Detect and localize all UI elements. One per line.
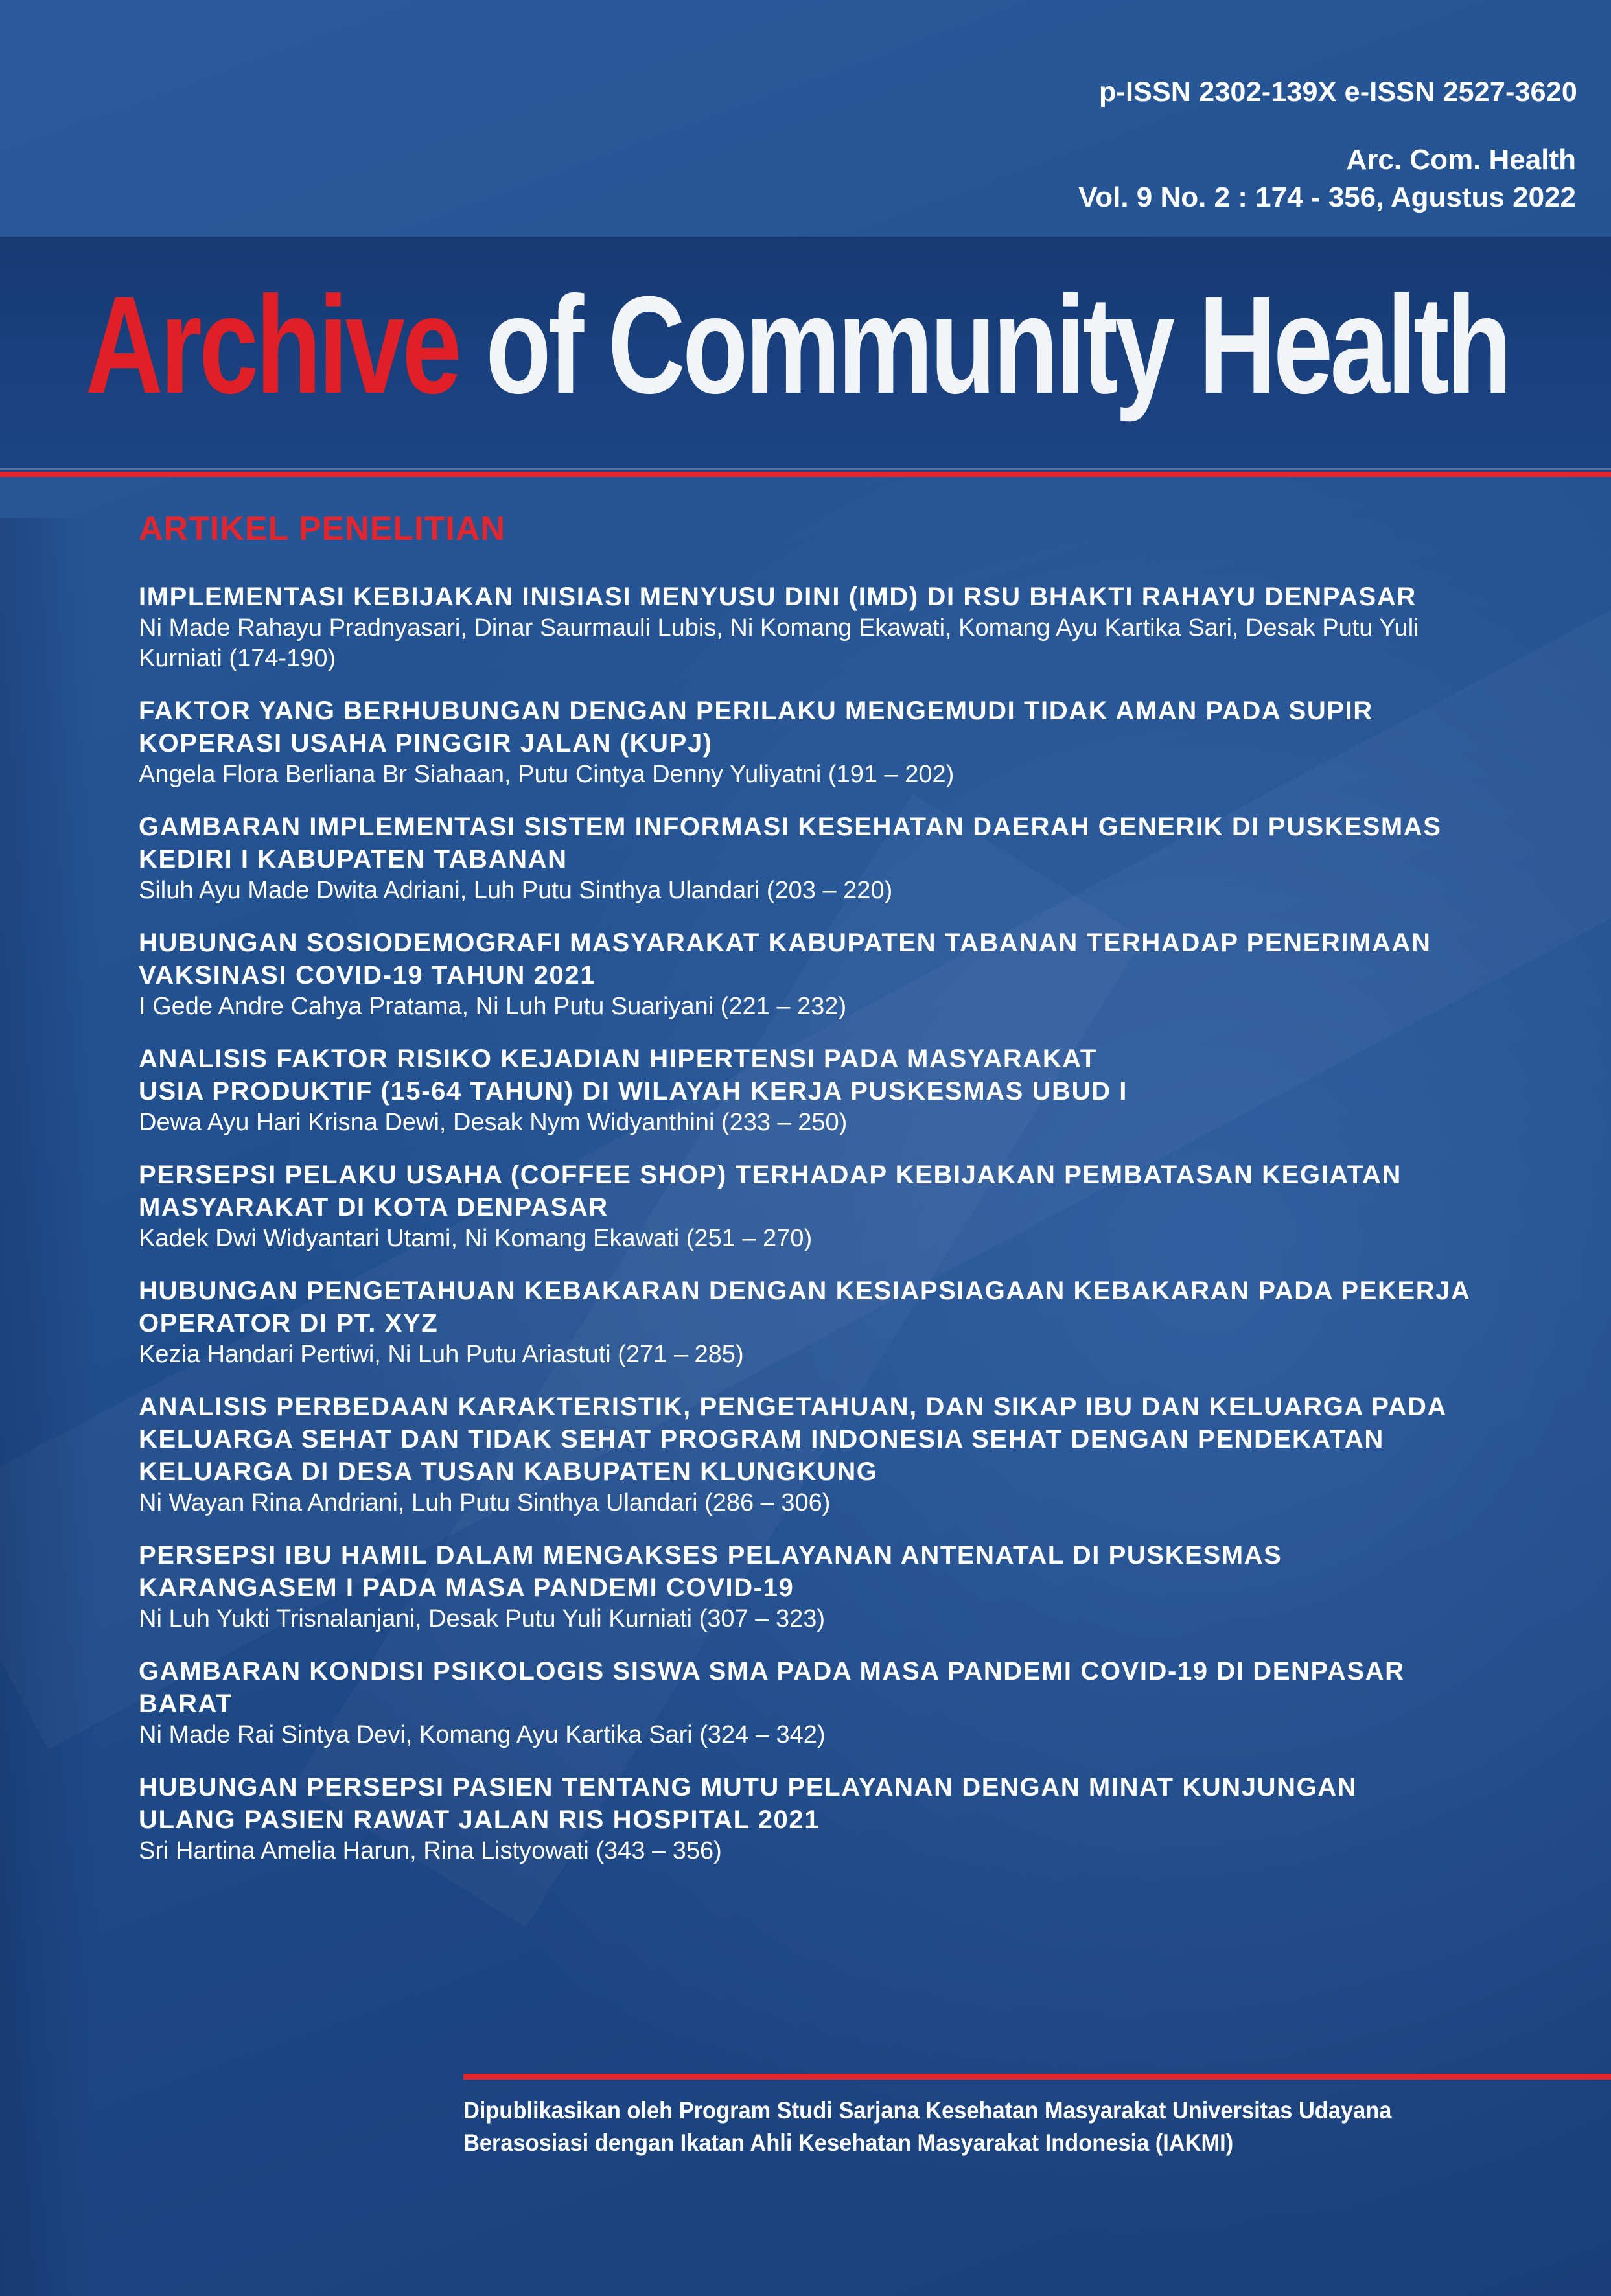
article-item [139, 1771, 1584, 1866]
article-item [139, 1159, 1584, 1254]
publisher-divider [463, 2074, 1611, 2080]
article-item [139, 1275, 1584, 1370]
article-title: PERSEPSI PELAKU USAHA (COFFEE SHOP) TERHADAP KEBIJAKAN PEMBATASAN KEGIATAN MASYARAKAT DI KOTA DENPASAR [139, 1161, 1402, 1222]
article-item [139, 1391, 1584, 1518]
article-title: PERSEPSI IBU HAMIL DALAM MENGAKSES PELAYANAN ANTENATAL DI PUSKESMAS KARANGASEM I PADA MASA PANDEMI COVID-19 [139, 1541, 1282, 1602]
article-item [139, 695, 1584, 790]
article-authors: Kadek Dwi Widyantari Utami, Ni Komang Ekawati (251 – 270) [139, 1225, 813, 1252]
article-authors: Ni Wayan Rina Andriani, Luh Putu Sinthya Ulandari (286 – 306) [139, 1489, 831, 1516]
journal-title [86, 268, 1509, 423]
article-title: FAKTOR YANG BERHUBUNGAN DENGAN PERILAKU MENGEMUDI TIDAK AMAN PADA SUPIR KOPERASI USAHA PINGGIR JALAN (KUPJ) [139, 697, 1373, 758]
article-title: GAMBARAN IMPLEMENTASI SISTEM INFORMASI KESEHATAN DAERAH GENERIK DI PUSKESMAS KEDIRI I KABUPATEN TABANAN [139, 813, 1442, 874]
masthead-divider [0, 472, 1611, 477]
article-item [139, 927, 1584, 1022]
article-authors: Sri Hartina Amelia Harun, Rina Listyowati (343 – 356) [139, 1837, 722, 1864]
publisher-info [463, 2094, 1524, 2159]
article-authors: Ni Made Rai Sintya Devi, Komang Ayu Kartika Sari (324 – 342) [139, 1721, 826, 1748]
article-authors: I Gede Andre Cahya Pratama, Ni Luh Putu Suariyani (221 – 232) [139, 993, 847, 1020]
article-authors: Siluh Ayu Made Dwita Adriani, Luh Putu Sinthya Ulandari (203 – 220) [139, 877, 893, 904]
journal-title-rest: of Community Health [458, 268, 1509, 423]
journal-title-archive: Archive [86, 268, 459, 423]
article-item [139, 1655, 1584, 1750]
article-title: HUBUNGAN SOSIODEMOGRAFI MASYARAKAT KABUPATEN TABANAN TERHADAP PENERIMAAN VAKSINASI COVID-19 TAHUN 2021 [139, 929, 1431, 990]
article-title: IMPLEMENTASI KEBIJAKAN INISIASI MENYUSU DINI (IMD) DI RSU BHAKTI RAHAYU DENPASAR [139, 583, 1417, 611]
article-item [139, 581, 1584, 674]
article-authors: Ni Luh Yukti Trisnalanjani, Desak Putu Yuli Kurniati (307 – 323) [139, 1605, 826, 1632]
article-title: ANALISIS FAKTOR RISIKO KEJADIAN HIPERTENSI PADA MASYARAKAT USIA PRODUKTIF (15-64 TAHUN) DI WILAYAH KERJA PUSKESMAS UBUD I [139, 1045, 1128, 1106]
article-title: HUBUNGAN PERSEPSI PASIEN TENTANG MUTU PELAYANAN DENGAN MINAT KUNJUNGAN ULANG PASIEN RAWAT JALAN RIS HOSPITAL 2021 [139, 1773, 1358, 1834]
article-item [139, 1043, 1584, 1138]
publisher-line: Dipublikasikan oleh Program Studi Sarjana Kesehatan Masyarakat Universitas Udayana [463, 2097, 1392, 2124]
volume-issue: Vol. 9 No. 2 : 174 - 356, Agustus 2022 [1078, 181, 1576, 213]
journal-citation [1078, 141, 1576, 216]
article-item [139, 811, 1584, 906]
association-line: Berasosiasi dengan Ikatan Ahli Kesehatan Masyarakat Indonesia (IAKMI) [463, 2129, 1234, 2156]
article-authors: Ni Made Rahayu Pradnyasari, Dinar Saurmauli Lubis, Ni Komang Ekawati, Komang Ayu Kartika Sari, Desak Putu Yuli Kurniati (174-190) [139, 614, 1419, 672]
section-heading: ARTIKEL PENELITIAN [139, 510, 505, 548]
article-authors: Kezia Handari Pertiwi, Ni Luh Putu Ariastuti (271 – 285) [139, 1341, 744, 1368]
article-item [139, 1539, 1584, 1634]
article-list [139, 581, 1584, 1887]
background-decoration [0, 518, 97, 2296]
article-authors: Dewa Ayu Hari Krisna Dewi, Desak Nym Widyanthini (233 – 250) [139, 1109, 848, 1136]
journal-abbreviation: Arc. Com. Health [1346, 144, 1576, 176]
article-title: HUBUNGAN PENGETAHUAN KEBAKARAN DENGAN KESIAPSIAGAAN KEBAKARAN PADA PEKERJA OPERATOR DI PT. XYZ [139, 1277, 1471, 1338]
article-authors: Angela Flora Berliana Br Siahaan, Putu Cintya Denny Yuliyatni (191 – 202) [139, 761, 955, 788]
article-title: ANALISIS PERBEDAAN KARAKTERISTIK, PENGETAHUAN, DAN SIKAP IBU DAN KELUARGA PADA KELUARGA SEHAT DAN TIDAK SEHAT PROGRAM INDONESIA SEHAT DENGAN PENDEKATAN KELUARGA DI DESA TUSAN KABUPATEN KLUNGKUNG [139, 1393, 1447, 1486]
article-title: GAMBARAN KONDISI PSIKOLOGIS SISWA SMA PADA MASA PANDEMI COVID-19 DI DENPASAR BARAT [139, 1657, 1405, 1718]
issn-numbers: p-ISSN 2302-139X e-ISSN 2527-3620 [1098, 76, 1577, 108]
masthead-divider-highlight [0, 468, 1611, 470]
